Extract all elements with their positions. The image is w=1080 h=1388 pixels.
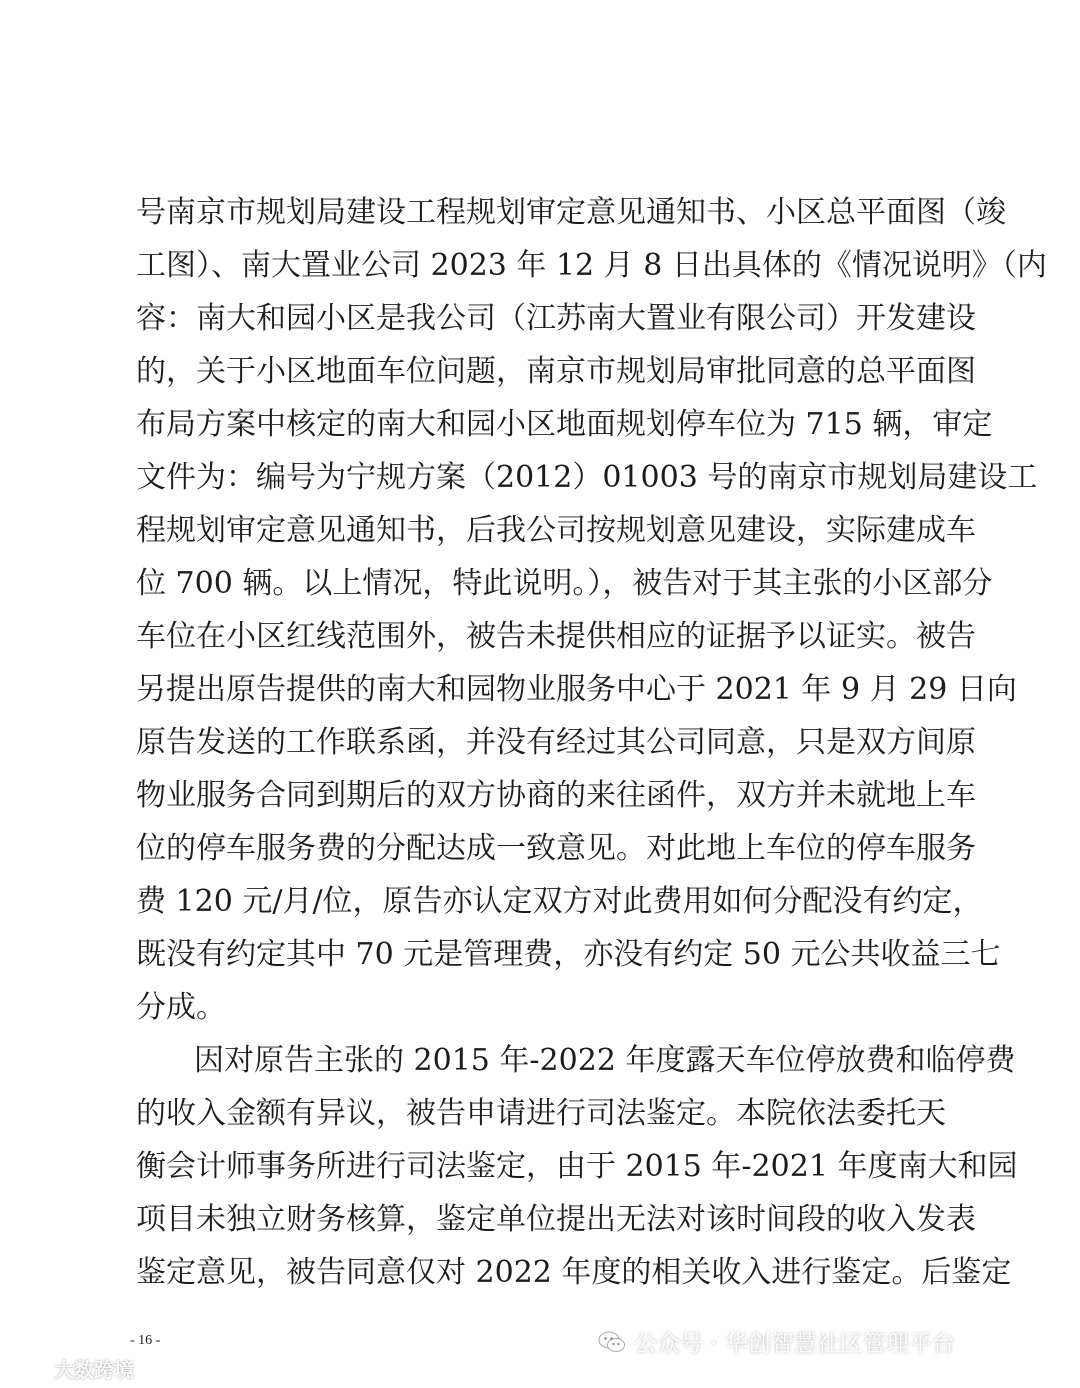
text-line: 工图）、南大置业公司 2023 年 12 月 8 日出具体的《情况说明》（内 — [136, 248, 1047, 283]
wechat-icon — [598, 1330, 626, 1354]
text-line: 车位在小区红线范围外，被告未提供相应的证据予以证实。被告 — [136, 619, 976, 654]
document-body — [136, 186, 1047, 1299]
corner-watermark-text: 大数跨境 — [54, 1358, 134, 1382]
watermark — [598, 1325, 955, 1358]
corner-watermark — [6, 1354, 134, 1383]
text-line: 分成。 — [136, 990, 226, 1025]
text-line: 费 120 元/月/位，原告亦认定双方对此费用如何分配没有约定， — [136, 884, 983, 919]
text-line: 另提出原告提供的南大和园物业服务中心于 2021 年 9 月 29 日向 — [136, 672, 1017, 707]
text-line: 既没有约定其中 70 元是管理费，亦没有约定 50 元公共收益三七 — [136, 937, 1001, 972]
text-line: 衡会计师事务所进行司法鉴定，由于 2015 年-2021 年度南大和园 — [136, 1149, 1018, 1184]
text-line: 容：南大和园小区是我公司（江苏南大置业有限公司）开发建设 — [136, 301, 976, 336]
text-line: 位 700 辆。以上情况，特此说明。），被告对于其主张的小区部分 — [136, 566, 993, 601]
text-line: 程规划审定意见通知书，后我公司按规划意见建设，实际建成车 — [136, 513, 976, 548]
watermark-text: 公众号 · 华创智慧社区管理平台 — [634, 1331, 955, 1357]
text-line: 物业服务合同到期后的双方协商的来往函件，双方并未就地上车 — [136, 778, 976, 813]
text-line: 的收入金额有异议，被告申请进行司法鉴定。本院依法委托天 — [136, 1096, 946, 1131]
page-number: - 16 - — [130, 1333, 161, 1348]
text-line: 的，关于小区地面车位问题，南京市规划局审批同意的总平面图 — [136, 354, 976, 389]
logo-icon — [6, 1356, 50, 1382]
text-line: 项目未独立财务核算，鉴定单位提出无法对该时间段的收入发表 — [136, 1202, 976, 1237]
paragraph-first-line: 因对原告主张的 2015 年-2022 年度露天车位停放费和临停费 — [194, 1043, 1016, 1078]
text-line: 号南京市规划局建设工程规划审定意见通知书、小区总平面图（竣 — [136, 195, 1006, 230]
text-line: 位的停车服务费的分配达成一致意见。对此地上车位的停车服务 — [136, 831, 976, 866]
text-line: 原告发送的工作联系函，并没有经过其公司同意，只是双方间原 — [136, 725, 976, 760]
text-line: 布局方案中核定的南大和园小区地面规划停车位为 715 辆，审定 — [136, 407, 993, 442]
text-line: 文件为：编号为宁规方案（2012）01003 号的南京市规划局建设工 — [136, 460, 1038, 495]
text-line: 鉴定意见，被告同意仅对 2022 年度的相关收入进行鉴定。后鉴定 — [136, 1255, 1012, 1290]
